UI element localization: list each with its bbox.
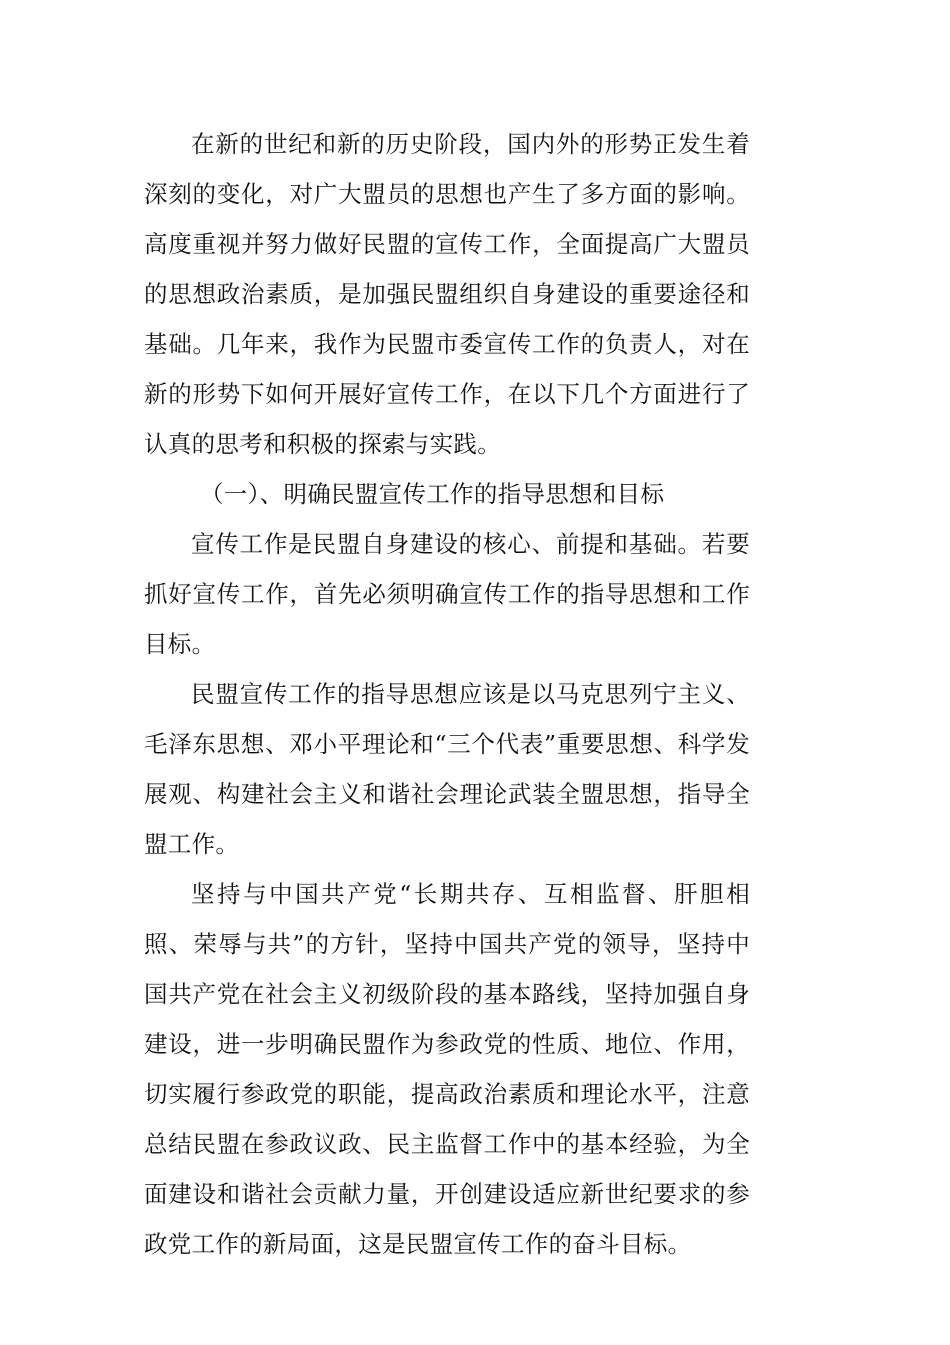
paragraph-core: 宣传工作是民盟自身建设的核心、前提和基础。若要抓好宣传工作，首先必须明确宣传工作的指导思想和工作目标。: [144, 530, 750, 658]
paragraph-goal: 坚持与中国共产党“长期共存、互相监督、肝胆相照、荣辱与共”的方针，坚持中国共产党的领导，坚持中国共产党在社会主义初级阶段的基本路线，坚持加强自身建设，进一步明确民盟作为参政党的性质、地位、作用，切实履行参政党的职能，提高政治素质和理论水平，注意总结民盟在参政议政、民主监督工作中的基本经验，为全面建设和谐社会贡献力量，开创建设适应新世纪要求的参政党工作的新局面，这是民盟宣传工作的奋斗目标。: [144, 880, 750, 1258]
paragraph-intro: 在新的世纪和新的历史阶段，国内外的形势正发生着深刻的变化，对广大盟员的思想也产生了多方面的影响。高度重视并努力做好民盟的宣传工作，全面提高广大盟员的思想政治素质，是加强民盟组织自身建设的重要途径和基础。几年来，我作为民盟市委宣传工作的负责人，对在新的形势下如何开展好宣传工作，在以下几个方面进行了认真的思考和积极的探索与实践。: [144, 130, 750, 458]
paragraph-guiding-thought: 民盟宣传工作的指导思想应该是以马克思列宁主义、毛泽东思想、邓小平理论和“三个代表”重要思想、科学发展观、构建社会主义和谐社会理论武装全盟思想，指导全盟工作。: [144, 680, 750, 858]
section-heading: （一）、明确民盟宣传工作的指导思想和目标: [200, 480, 665, 508]
document-page: [144, 119, 750, 1269]
